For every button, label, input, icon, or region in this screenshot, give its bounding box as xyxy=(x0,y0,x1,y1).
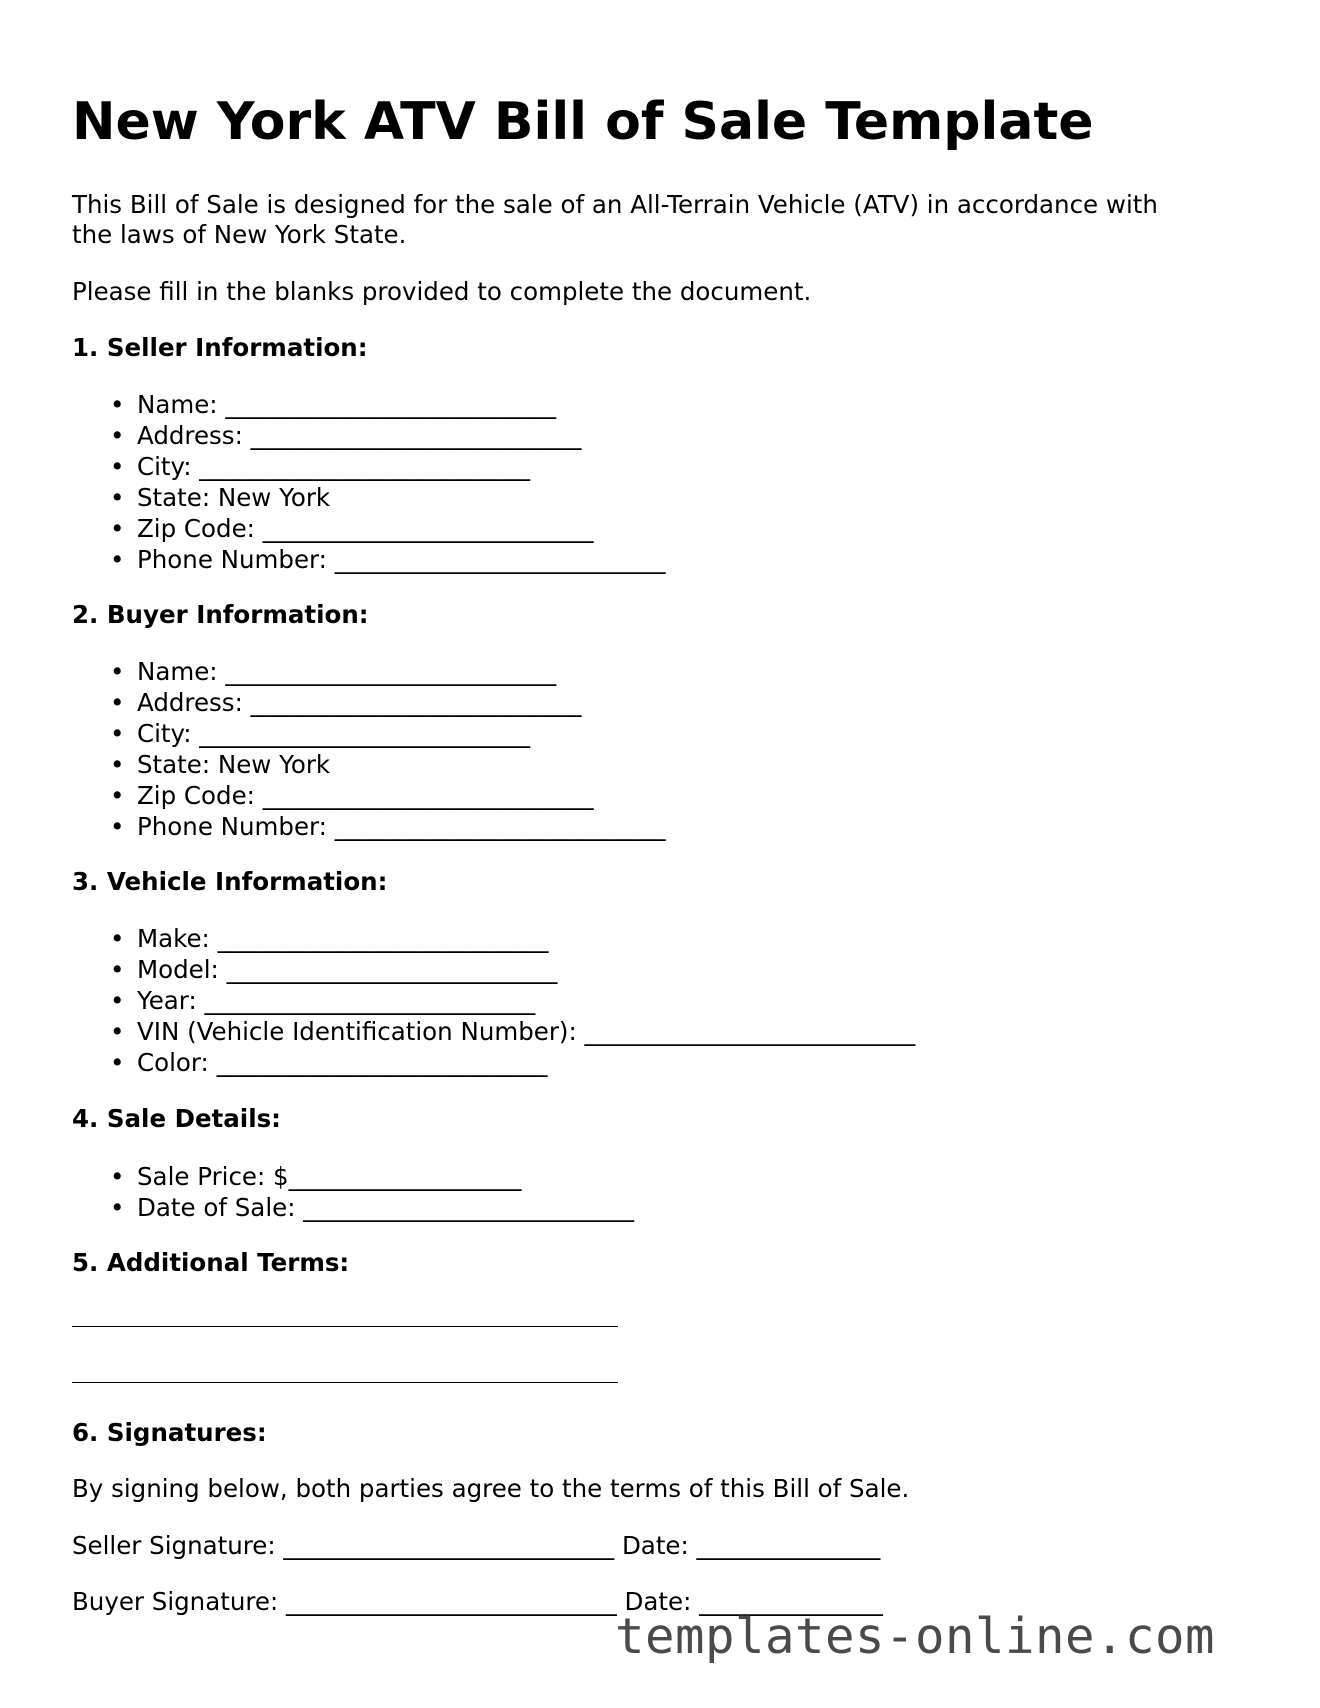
buyer-signature-line: Buyer Signature: ___________________________ Date: _______________ xyxy=(72,1587,883,1616)
vehicle-fields-list xyxy=(72,923,915,1078)
page-title: New York ATV Bill of Sale Template xyxy=(72,92,1094,152)
list-item: • Address: ___________________________ xyxy=(137,420,665,451)
terms-heading: 5. Additional Terms: xyxy=(72,1248,350,1277)
list-item: • Color: ___________________________ xyxy=(137,1047,915,1078)
list-item: • State: New York xyxy=(137,749,665,780)
signatures-statement: By signing below, both parties agree to the terms of this Bill of Sale. xyxy=(72,1474,910,1503)
instruction-text: Please fill in the blanks provided to complete the document. xyxy=(72,277,812,306)
signatures-heading: 6. Signatures: xyxy=(72,1418,267,1447)
buyer-heading: 2. Buyer Information: xyxy=(72,600,369,629)
list-item: • Make: ___________________________ xyxy=(137,923,915,954)
seller-heading: 1. Seller Information: xyxy=(72,333,368,362)
list-item: • State: New York xyxy=(137,482,665,513)
list-item: • Address: ___________________________ xyxy=(137,687,665,718)
seller-fields-list xyxy=(72,389,665,575)
sale-fields-list xyxy=(72,1161,634,1223)
terms-blank-line-1 xyxy=(72,1326,618,1327)
buyer-fields-list xyxy=(72,656,665,842)
list-item: • VIN (Vehicle Identification Number): ___________________________ xyxy=(137,1016,915,1047)
list-item: • Phone Number: ___________________________ xyxy=(137,811,665,842)
list-item: • City: ___________________________ xyxy=(137,451,665,482)
list-item: • Name: ___________________________ xyxy=(137,389,665,420)
watermark: templates-online.com xyxy=(615,1608,1216,1665)
list-item: • City: ___________________________ xyxy=(137,718,665,749)
list-item: • Sale Price: $___________________ xyxy=(137,1161,634,1192)
list-item: • Phone Number: ___________________________ xyxy=(137,544,665,575)
list-item: • Year: ___________________________ xyxy=(137,985,915,1016)
vehicle-heading: 3. Vehicle Information: xyxy=(72,867,388,896)
seller-signature-line: Seller Signature: ___________________________ Date: _______________ xyxy=(72,1531,881,1560)
intro-line-1: This Bill of Sale is designed for the sale of an All-Terrain Vehicle (ATV) in accordance with xyxy=(72,190,1158,219)
terms-blank-line-2 xyxy=(72,1382,618,1383)
list-item: • Date of Sale: ___________________________ xyxy=(137,1192,634,1223)
list-item: • Name: ___________________________ xyxy=(137,656,665,687)
list-item: • Zip Code: ___________________________ xyxy=(137,513,665,544)
intro-line-2: the laws of New York State. xyxy=(72,220,407,249)
sale-heading: 4. Sale Details: xyxy=(72,1104,281,1133)
list-item: • Zip Code: ___________________________ xyxy=(137,780,665,811)
list-item: • Model: ___________________________ xyxy=(137,954,915,985)
